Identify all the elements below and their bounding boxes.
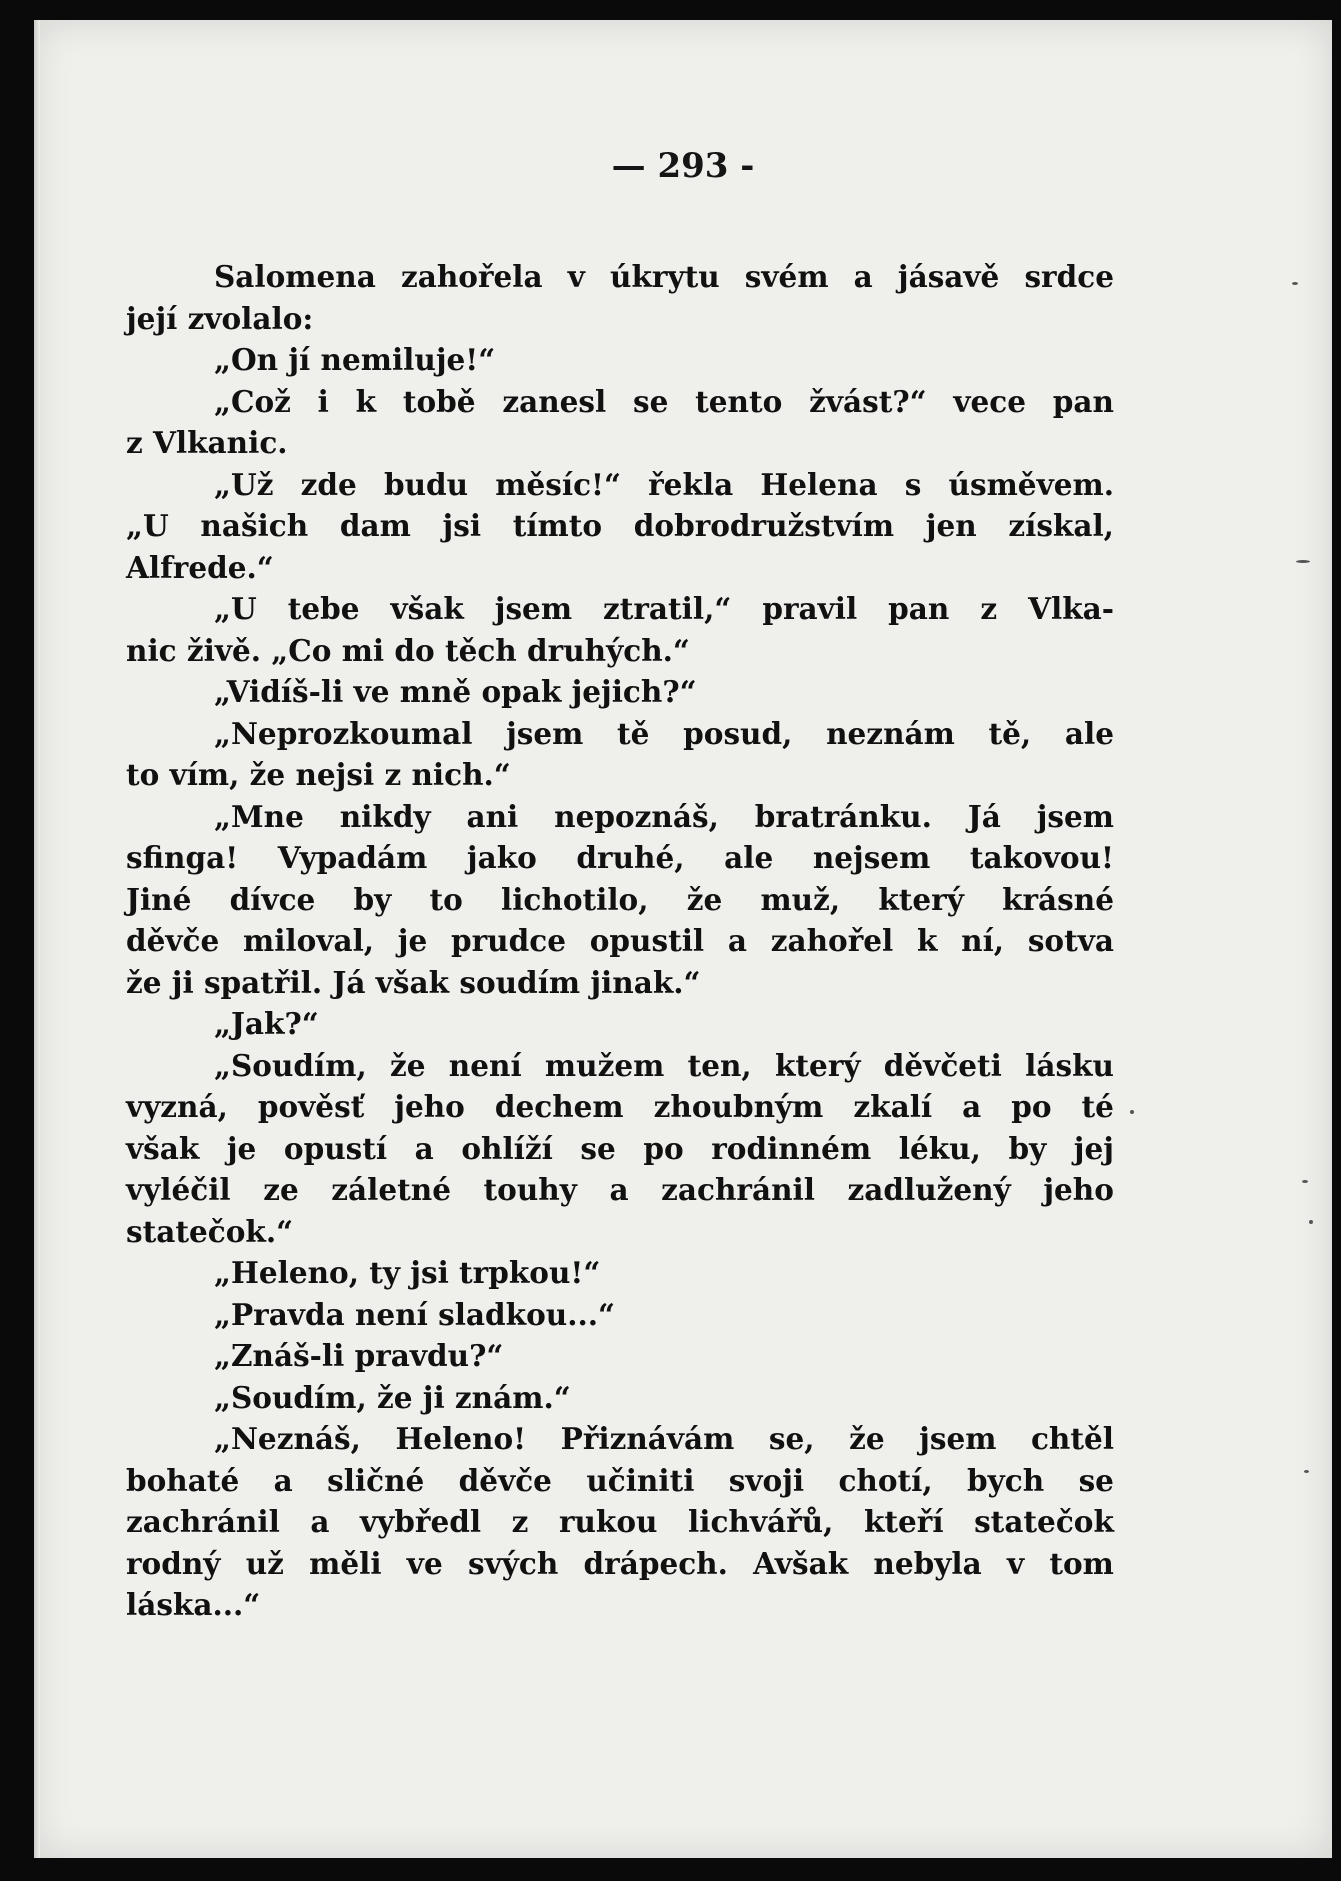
word: úkrytu (610, 259, 720, 294)
word: a (273, 1462, 293, 1498)
word: „Neprozkoumal (214, 715, 473, 751)
word: jsem (919, 1421, 997, 1456)
word: svých (467, 1545, 559, 1581)
text-line (126, 1128, 1114, 1170)
text-line (126, 1086, 1114, 1128)
word: sotva (1027, 923, 1114, 958)
word: že (849, 1421, 885, 1456)
body-text (126, 256, 1114, 1626)
word: tobě (402, 383, 476, 419)
word: z (980, 591, 998, 626)
word: však (126, 1130, 200, 1166)
word: té (1081, 1089, 1114, 1124)
word: z (511, 1504, 529, 1539)
word: dívce (229, 881, 316, 917)
word: a (414, 1130, 434, 1166)
word: se (1078, 1462, 1114, 1498)
word: úsměvem. (948, 466, 1114, 502)
word: už (245, 1545, 284, 1581)
word: jeho (1043, 1172, 1114, 1207)
word: takovou! (969, 840, 1114, 875)
word: Já (967, 798, 1001, 834)
word: zahořel (770, 923, 894, 958)
text-line: „On jí nemiluje!“ (214, 342, 496, 377)
word: měsíc!“ (495, 466, 621, 502)
word: že (686, 881, 723, 917)
word: muž, (760, 881, 841, 917)
text-line: Alfrede.“ (126, 549, 274, 585)
word: zhoubným (653, 1089, 824, 1124)
word: který (878, 881, 964, 917)
word: neznám (826, 715, 955, 751)
word: „Což (214, 383, 291, 419)
word: s (904, 466, 922, 502)
word: jej (1073, 1130, 1114, 1166)
text-line (126, 837, 1114, 879)
word: v (567, 259, 585, 294)
word: mužem (544, 1047, 665, 1083)
word: by (1008, 1130, 1047, 1166)
text-line (126, 1169, 1114, 1211)
word: „Neznáš, (214, 1421, 361, 1456)
word: který (774, 1047, 861, 1083)
word: zachránil (126, 1504, 280, 1539)
text-line: statečok.“ (126, 1213, 294, 1249)
word: bohaté (126, 1462, 240, 1498)
word: posud, (683, 715, 793, 751)
word: vyzná, (126, 1089, 228, 1124)
word: drápech. (583, 1545, 728, 1581)
word: ze (263, 1172, 299, 1207)
text-line: „Jak?“ (214, 1006, 319, 1041)
word: dam (339, 508, 411, 543)
word: ohlíží (461, 1130, 553, 1166)
word: srdce (1024, 259, 1114, 294)
word: a (609, 1172, 629, 1207)
word: ve (406, 1545, 443, 1581)
text-line: její zvolalo: (126, 300, 314, 336)
text-line (126, 796, 1114, 838)
word: pan (1052, 383, 1114, 419)
scanned-page (34, 20, 1332, 1858)
word: krásné (1002, 881, 1114, 917)
word: nikdy (339, 798, 431, 834)
word: se (633, 383, 669, 419)
word: „Už (214, 466, 274, 502)
word: tento (695, 383, 783, 419)
word: sličné (327, 1462, 425, 1498)
word: „U (126, 508, 169, 543)
word: ten, (687, 1047, 752, 1083)
word: je (397, 923, 428, 958)
word: že (389, 1047, 426, 1083)
word: děvče (458, 1462, 552, 1498)
word: pověsť (257, 1089, 365, 1124)
word: v (1006, 1545, 1025, 1581)
text-line: „Znáš-li pravdu?“ (214, 1338, 504, 1373)
text-line: to vím, že nejsi z nich.“ (126, 757, 511, 792)
word: kteří (863, 1504, 944, 1539)
word: ani (466, 798, 519, 834)
word: statečok (974, 1504, 1114, 1539)
word: sfinga! (126, 840, 239, 875)
left-margin-mark (22, 478, 26, 500)
text-line (126, 1418, 1114, 1460)
text-line: „Heleno, ty jsi trpkou!“ (214, 1255, 601, 1290)
word: jásavě (897, 259, 1000, 294)
text-line (126, 505, 1114, 547)
word: našich (200, 508, 309, 543)
word: rukou (558, 1504, 658, 1539)
text-line (126, 713, 1114, 755)
word: budu (383, 466, 469, 502)
word: lásku (1025, 1047, 1114, 1083)
word: tebe (287, 591, 360, 626)
word: po (1011, 1089, 1052, 1124)
text-line (126, 464, 1114, 506)
word: ale (724, 840, 774, 875)
word: jsi (442, 508, 482, 543)
word: rodinném (711, 1130, 872, 1166)
word: Přiznávám (560, 1421, 735, 1456)
text-line (126, 1045, 1114, 1087)
word: opustil (589, 923, 705, 958)
word: k (916, 923, 938, 958)
word: by (353, 881, 392, 917)
word: Heleno! (395, 1421, 527, 1456)
text-line: „Vidíš-li ve mně opak jejich?“ (214, 674, 697, 709)
word: jsem (494, 591, 573, 626)
word: Salomena (214, 259, 376, 294)
word: se, (768, 1421, 815, 1456)
word: nebyla (873, 1545, 982, 1581)
word: jeho (394, 1089, 465, 1124)
word: „U (214, 591, 257, 626)
word: učiniti (586, 1462, 695, 1498)
word: Vlka- (1028, 591, 1114, 626)
word: řekla (648, 466, 734, 502)
word: Jiné (126, 881, 192, 917)
text-line (126, 920, 1114, 962)
word: a (727, 923, 747, 958)
word: a (962, 1089, 982, 1124)
text-line: nic živě. „Co mi do těch druhých.“ (126, 632, 690, 668)
word: to (429, 881, 463, 917)
word: Avšak (753, 1545, 849, 1581)
word: a (853, 259, 873, 294)
text-line: že ji spatřil. Já však soudím jinak.“ (126, 964, 701, 1000)
text-line (126, 381, 1114, 423)
word: touhy (483, 1172, 577, 1207)
word: děvčeti (883, 1047, 1002, 1083)
text-line (126, 1543, 1114, 1585)
word: opustí (283, 1130, 388, 1166)
text-line (126, 256, 1114, 298)
word: ale (1064, 715, 1114, 751)
word: nepoznáš, (554, 798, 719, 834)
word: k (355, 383, 377, 419)
page-edge-shadow (34, 20, 40, 1858)
word: vyléčil (126, 1172, 231, 1207)
text-line: „Pravda není sladkou...“ (214, 1296, 616, 1332)
word: není (448, 1047, 522, 1083)
word: zkalí (853, 1089, 933, 1124)
text-line (126, 879, 1114, 921)
word: lichvářů, (688, 1504, 834, 1539)
word: jsem (1036, 798, 1114, 834)
word: Vypadám (277, 840, 428, 875)
word: se (580, 1130, 616, 1166)
word: zde (300, 466, 357, 502)
word: i (317, 383, 329, 419)
word: po (643, 1130, 684, 1166)
word: zanesl (502, 383, 607, 419)
word: nejsem (812, 840, 931, 875)
word: žvást?“ (809, 383, 927, 419)
word: dobrodružstvím (633, 508, 895, 543)
word: vybředl (360, 1504, 482, 1539)
word: svoji (728, 1462, 805, 1498)
text-line (126, 1460, 1114, 1502)
word: záletné (331, 1172, 451, 1207)
word: druhé, (576, 840, 685, 875)
word: chtěl (1030, 1421, 1114, 1456)
word: tě, (988, 715, 1032, 751)
word: jen (925, 508, 977, 543)
word: lichotilo, (501, 881, 649, 917)
word: prudce (450, 923, 566, 958)
word: „Mne (214, 798, 304, 834)
word: dechem (494, 1089, 624, 1124)
word: děvče (126, 923, 220, 958)
word: získal, (1008, 508, 1114, 543)
word: rodný (126, 1545, 221, 1581)
word: ní, (961, 923, 1005, 958)
word: tímto (512, 508, 603, 543)
page-number: — 293 - (611, 146, 755, 186)
word: bratránku. (754, 798, 932, 834)
word: léku, (898, 1130, 981, 1166)
word: měli (309, 1545, 382, 1581)
word: zahořela (400, 259, 543, 294)
text-line (126, 1501, 1114, 1543)
word: zadlužený (847, 1172, 1011, 1207)
text-line: „Soudím, že ji znám.“ (214, 1379, 571, 1415)
word: vece (953, 383, 1026, 419)
word: však (390, 591, 464, 626)
word: miloval, (243, 923, 375, 958)
text-line (126, 588, 1114, 630)
word: tě (617, 715, 650, 751)
word: Helena (760, 466, 878, 502)
word: tom (1049, 1545, 1114, 1581)
word: svém (744, 259, 829, 294)
word: jako (466, 840, 537, 875)
word: ztratil,“ (603, 591, 732, 626)
word: bych (967, 1462, 1045, 1498)
text-line: z Vlkanic. (126, 425, 288, 460)
word: a (310, 1504, 330, 1539)
text-line: láska...“ (126, 1587, 261, 1622)
word: pravil (762, 591, 858, 626)
word: zachránil (661, 1172, 815, 1207)
word: jsem (506, 715, 584, 751)
word: je (226, 1130, 257, 1166)
word: pan (888, 591, 950, 626)
word: chotí, (838, 1462, 933, 1498)
word: „Soudím, (214, 1047, 367, 1083)
